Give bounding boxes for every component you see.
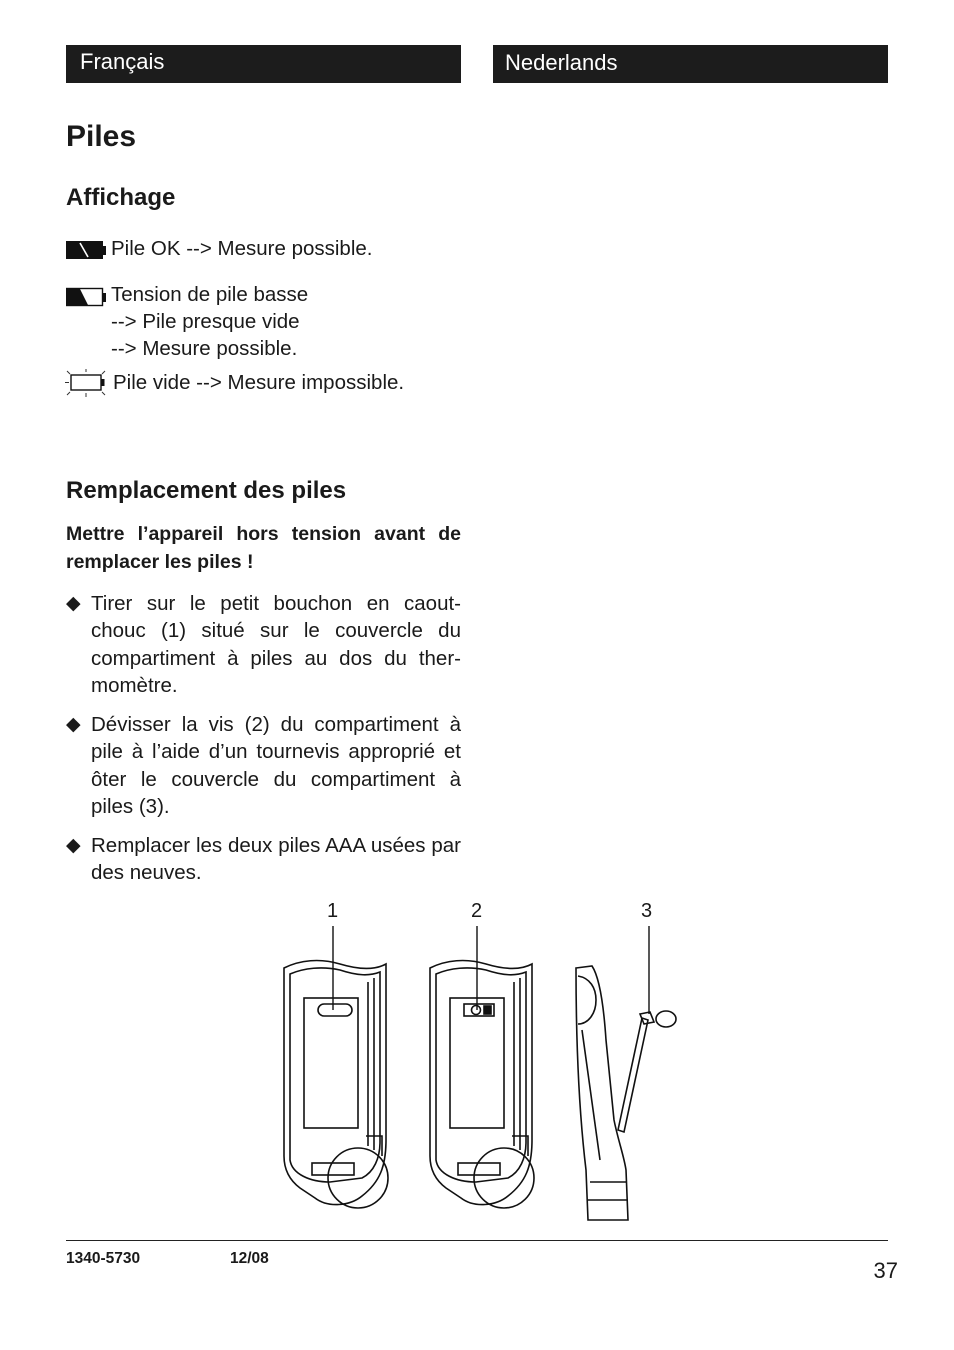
device-side-view-3 xyxy=(576,966,676,1220)
battery-replacement-illustration xyxy=(270,920,700,1230)
step-text: Tirer sur le petit bouchon en caout-chouc (1) situé sur le couvercle du compartiment à piles au dos du ther-momètre. xyxy=(91,592,461,697)
list-item xyxy=(66,711,461,820)
list-item xyxy=(66,832,461,887)
figure-label-1: 1 xyxy=(327,900,339,922)
footer-divider xyxy=(66,1240,888,1241)
device-back-view-2 xyxy=(430,961,534,1208)
page-number: 37 xyxy=(873,1258,898,1283)
language-tab-french: Français xyxy=(66,45,461,83)
figure-label-2: 2 xyxy=(471,900,483,922)
display-item-text: Tension de pile basse xyxy=(111,283,309,306)
document-date: 12/08 xyxy=(230,1250,269,1267)
document-number: 1340-5730 xyxy=(66,1250,141,1267)
display-item-text: Pile vide --> Mesure impossible. xyxy=(113,371,405,394)
replacement-heading: Remplacement des piles xyxy=(66,477,347,504)
language-tab-dutch: Nederlands xyxy=(493,45,888,83)
diamond-bullet-icon: ◆ xyxy=(66,835,81,856)
display-heading: Affichage xyxy=(66,184,176,211)
display-item-text: --> Mesure possible. xyxy=(111,337,298,360)
figure-label-3: 3 xyxy=(641,900,653,922)
battery-full-icon xyxy=(66,240,106,260)
device-back-view-1 xyxy=(284,961,388,1208)
list-item xyxy=(66,590,461,699)
warning-text: Mettre l’appareil hors tension avant de remplacer les piles ! xyxy=(66,523,461,573)
display-item-text: Pile OK --> Mesure possible. xyxy=(111,237,373,260)
battery-empty-blinking-icon xyxy=(64,368,110,398)
display-item-text: --> Pile presque vide xyxy=(111,310,300,333)
battery-low-icon xyxy=(66,287,106,307)
page-title: Piles xyxy=(66,120,137,153)
step-text: Dévisser la vis (2) du compartiment à pile à l’aide d’un tournevis approprié et ôter le couvercle du compartiment à piles (3). xyxy=(91,713,461,818)
step-text: Remplacer les deux piles AAA usées par des neuves. xyxy=(91,834,461,885)
diamond-bullet-icon: ◆ xyxy=(66,714,81,735)
diamond-bullet-icon: ◆ xyxy=(66,593,81,614)
